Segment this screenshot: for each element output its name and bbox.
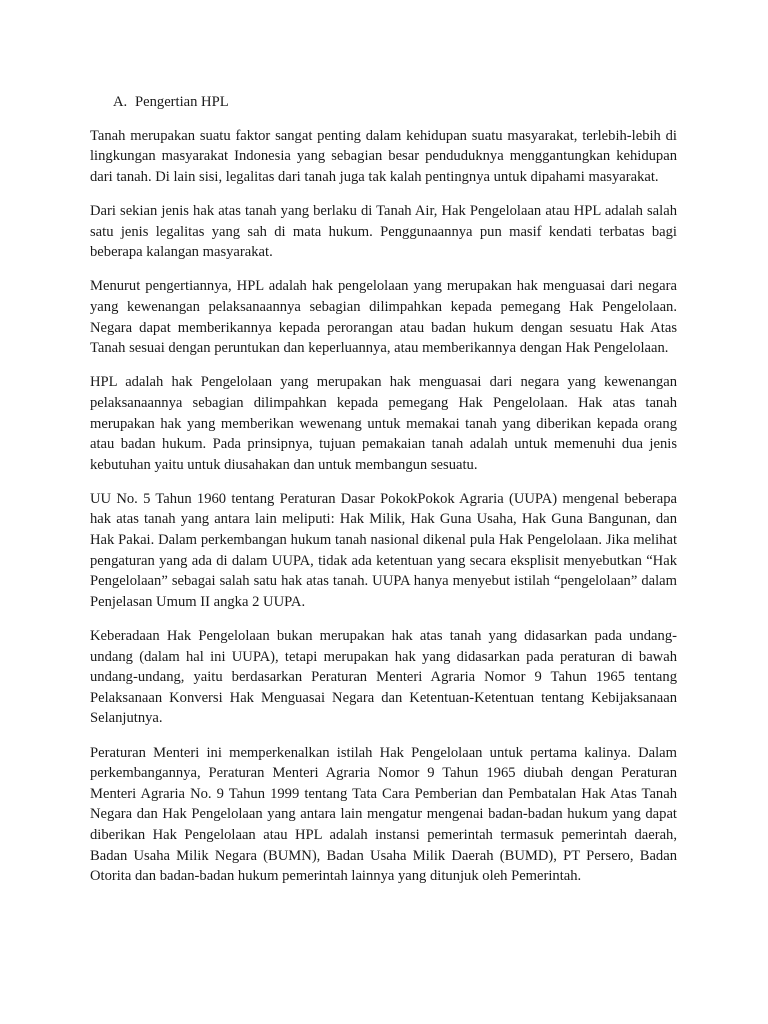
paragraph-1: Tanah merupakan suatu faktor sangat penting dalam kehidupan suatu masyarakat, terlebih-lebih di lingkungan masyarakat Indonesia yang sebagian besar penduduknya menggantungkan kehidupan dari tanah. Di lain sisi, legalitas dari tanah juga tak kalah pentingnya untuk dipahami masyarakat.	[90, 127, 677, 185]
paragraph-4: HPL adalah hak Pengelolaan yang merupakan hak menguasai dari negara yang kewenangan pelaksanaannya sebagian dilimpahkan kepada pemegang Hak Pengelolaan. Hak atas tanah merupakan hak yang memberikan wewenang untuk memakai tanah yang diberikan kepada orang atau badan hukum. Pada prinsipnya, tujuan pemakaian tanah adalah untuk memenuhi dua jenis kebutuhan yaitu untuk diusahakan dan untuk membangun sesuatu.	[90, 374, 677, 473]
paragraph-5: UU No. 5 Tahun 1960 tentang Peraturan Dasar PokokPokok Agraria (UUPA) mengenal beberapa hak atas tanah yang antara lain meliputi: Hak Milik, Hak Guna Usaha, Hak Guna Bangunan, dan Hak Pakai. Dalam perkembangan hukum tanah nasional dikenal pula Hak Pengelolaan. Jika melihat pengaturan yang ada di dalam UUPA, tidak ada ketentuan yang secara eksplisit menyebutkan “Hak Pengelolaan” sebagai salah satu hak atas tanah. UUPA hanya menyebut istilah “pengelolaan” dalam Penjelasan Umum II angka 2 UUPA.	[90, 490, 677, 610]
paragraph-6: Keberadaan Hak Pengelolaan bukan merupakan hak atas tanah yang didasarkan pada undang-undang (dalam hal ini UUPA), tetapi merupakan hak yang didasarkan pada peraturan di bawah undang-undang, yaitu berdasarkan Peraturan Menteri Agraria Nomor 9 Tahun 1965 tentang Pelaksanaan Konversi Hak Menguasai Negara dan Ketentuan-Ketentuan tentang Kebijaksanaan Selanjutnya.	[90, 628, 677, 727]
paragraph-3: Menurut pengertiannya, HPL adalah hak pengelolaan yang merupakan hak menguasai dari negara yang kewenangan pelaksanaannya sebagian dilimpahkan kepada pemegang Hak Pengelolaan. Negara dapat memberikannya kepada perorangan atau badan hukum dengan sesuatu Hak Atas Tanah sesuai dengan peruntukan dan keperluannya, atau memberikannya dengan Hak Pengelolaan.	[90, 278, 677, 357]
paragraph-2: Dari sekian jenis hak atas tanah yang berlaku di Tanah Air, Hak Pengelolaan atau HPL adalah salah satu jenis legalitas yang sah di mata hukum. Penggunaannya pun masif kendati terbatas bagi beberapa kalangan masyarakat.	[90, 202, 677, 261]
section-marker: A.	[113, 94, 128, 110]
document-body	[90, 92, 677, 900]
paragraph-7: Peraturan Menteri ini memperkenalkan istilah Hak Pengelolaan untuk pertama kalinya. Dalam perkembangannya, Peraturan Menteri Agraria Nomor 9 Tahun 1965 diubah dengan Peraturan Menteri Agraria No. 9 Tahun 1999 tentang Tata Cara Pemberian dan Pembatalan Hak Atas Tanah Negara dan Hak Pengelolaan yang antara lain mengatur mengenai badan-badan hukum yang dapat diberikan Hak Pengelolaan atau HPL adalah instansi pemerintah termasuk pemerintah daerah, Badan Usaha Milik Negara (BUMN), Badan Usaha Milik Daerah (BUMD), PT Persero, Badan Otorita dan badan-badan hukum pemerintah lainnya yang ditunjuk oleh Pemerintah.	[90, 744, 677, 885]
section-heading	[90, 92, 677, 113]
section-title: Pengertian HPL	[135, 94, 229, 110]
